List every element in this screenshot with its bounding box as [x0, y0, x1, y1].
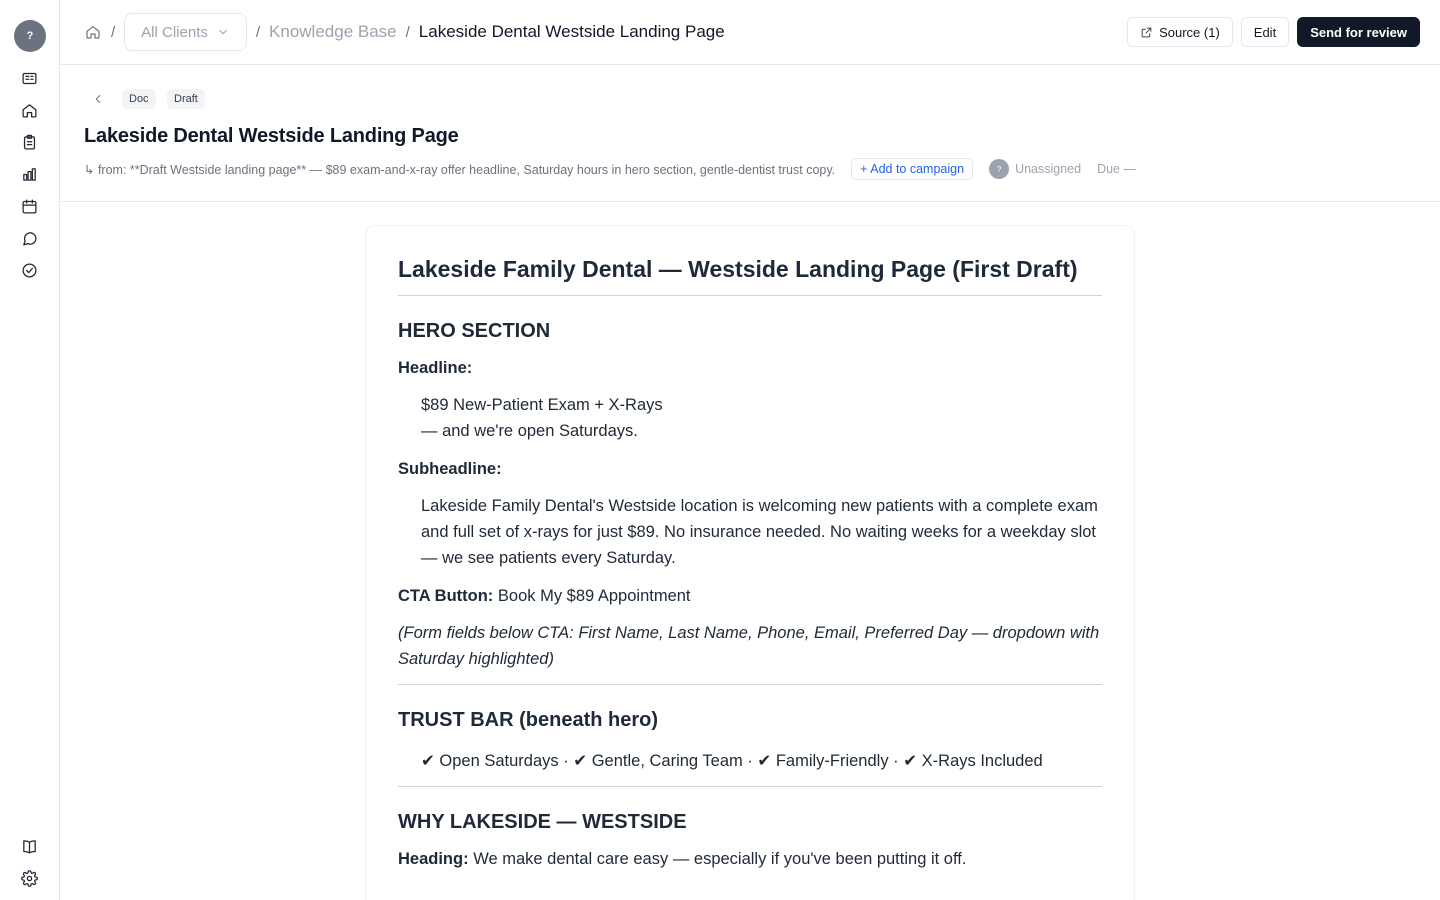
- document-card: [365, 225, 1135, 900]
- headline-label: Headline:: [398, 359, 473, 377]
- headline-line-2: — and we're open Saturdays.: [421, 422, 638, 440]
- add-to-campaign-button[interactable]: + Add to campaign: [851, 158, 973, 180]
- hero-section-heading: HERO SECTION: [398, 320, 551, 342]
- assignee-picker[interactable]: [989, 159, 1081, 179]
- form-note: (Form fields below CTA: First Name, Last Name, Phone, Email, Preferred Day — dropdown with Saturday highlighted): [398, 624, 1100, 668]
- doc-type-badge: Doc: [122, 89, 156, 109]
- breadcrumb-knowledge-base[interactable]: Knowledge Base: [269, 22, 397, 41]
- source-button-label: Source (1): [1159, 24, 1220, 40]
- divider: [398, 684, 1102, 685]
- breadcrumb-separator: /: [405, 23, 410, 41]
- chevron-left-icon: [91, 92, 105, 106]
- status-badge: Draft: [167, 89, 205, 109]
- headline-quote: [398, 392, 1102, 444]
- book-icon[interactable]: [19, 836, 39, 856]
- top-actions: [1127, 17, 1420, 47]
- source-button[interactable]: [1127, 17, 1233, 47]
- edit-button[interactable]: Edit: [1241, 17, 1289, 47]
- trust-bar-text: ✔ Open Saturdays · ✔ Gentle, Caring Team · ✔ Family-Friendly · ✔ X-Rays Included: [421, 752, 1043, 770]
- subheadline-label-line: [398, 460, 1102, 479]
- client-select-value: All Clients: [141, 23, 208, 41]
- assignee-label: Unassigned: [1015, 162, 1082, 176]
- document-header: [60, 65, 1440, 202]
- calendar-icon[interactable]: [19, 196, 39, 216]
- chat-icon[interactable]: [19, 228, 39, 248]
- top-bar: [60, 0, 1440, 65]
- meta-row: [84, 158, 1136, 180]
- sidebar: [0, 0, 60, 900]
- send-for-review-button[interactable]: Send for review: [1297, 17, 1420, 47]
- gear-icon[interactable]: [19, 868, 39, 888]
- check-circle-icon[interactable]: [19, 260, 39, 280]
- divider: [398, 786, 1102, 787]
- breadcrumb-separator: /: [111, 23, 116, 41]
- subheadline-quote: Lakeside Family Dental's Westside location is welcoming new patients with a complete exam and full set of x-rays for just $89. No insurance needed. No waiting weeks for a weekday slot — we see patients every Saturday.: [421, 497, 1098, 567]
- why-heading: WHY LAKESIDE — WESTSIDE: [398, 811, 687, 833]
- headline-line-1: $89 New-Patient Exam + X-Rays: [421, 396, 663, 414]
- source-from-text: ↳ from: **Draft Westside landing page** — $89 exam-and-x-ray offer headline, Saturday hours in hero section, gentle-dentist trust copy.: [84, 162, 836, 177]
- doc-heading-main: Lakeside Family Dental — Westside Landing Page (First Draft): [398, 256, 1102, 296]
- headline-label-line: [398, 359, 1102, 378]
- client-select[interactable]: [124, 13, 247, 51]
- bar-chart-icon[interactable]: [19, 164, 39, 184]
- back-button[interactable]: [88, 89, 108, 109]
- cta-label: CTA Button:: [398, 587, 494, 605]
- clipboard-icon[interactable]: [19, 132, 39, 152]
- page-title: Lakeside Dental Westside Landing Page: [84, 125, 459, 147]
- external-link-icon: [1140, 26, 1153, 39]
- trust-bar-heading: TRUST BAR (beneath hero): [398, 709, 658, 731]
- due-date[interactable]: Due —: [1097, 162, 1136, 176]
- cta-line: [398, 587, 1102, 606]
- cta-text: Book My $89 Appointment: [497, 587, 691, 605]
- breadcrumb-home-icon[interactable]: [84, 23, 102, 41]
- newspaper-icon[interactable]: [19, 68, 39, 88]
- subheadline-label: Subheadline:: [398, 460, 502, 478]
- why-text: We make dental care easy — especially if you've been putting it off.: [473, 850, 967, 868]
- why-line: [398, 850, 1102, 869]
- breadcrumb-current: Lakeside Dental Westside Landing Page: [418, 22, 725, 41]
- home-icon[interactable]: [19, 100, 39, 120]
- why-label: Heading:: [398, 850, 469, 868]
- breadcrumb-separator: /: [255, 23, 261, 41]
- assignee-avatar: ?: [989, 159, 1009, 179]
- chevron-down-icon: [216, 25, 230, 39]
- user-avatar[interactable]: ?: [14, 20, 46, 52]
